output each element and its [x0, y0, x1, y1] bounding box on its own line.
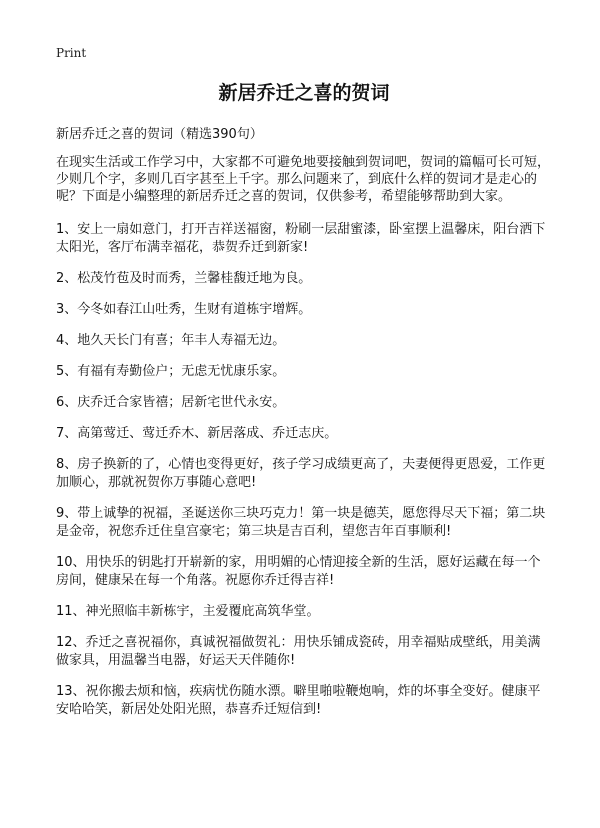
greeting-item: 13、祝你搬去烦和恼，疾病忧伤随水漂。噼里啪啦鞭炮响，炸的坏事全变好。健康平安哈哈笑，新居处处阳光照，恭喜乔迁短信到!	[56, 684, 541, 717]
greeting-item: 3、今冬如春江山吐秀，生财有道栋宇增辉。	[56, 302, 312, 317]
greeting-item: 7、高第莺迁、莺迁乔木、新居落成、乔迁志庆。	[56, 426, 338, 441]
greeting-item: 9、带上诚挚的祝福，圣诞送你三块巧克力！第一块是德芙，愿您得尽天下福；第二块是金帝，祝您乔迁住皇宫豪宅；第三块是吉百利，望您吉年百事顺利!	[56, 506, 546, 539]
article-title: 新居乔迁之喜的贺词	[218, 82, 390, 104]
greeting-item: 5、有福有寿勤俭户；无虑无忧康乐家。	[56, 364, 286, 379]
greeting-item: 6、庆乔迁合家皆禧；居新宅世代永安。	[56, 395, 286, 410]
article-subtitle: 新居乔迁之喜的贺词（精选390句）	[56, 127, 263, 142]
greeting-item: 2、松茂竹苞及时而秀，兰馨桂馥迁地为良。	[56, 271, 312, 286]
greeting-list	[56, 221, 552, 719]
article-intro: 在现实生活或工作学习中，大家都不可避免地要接触到贺词吧，贺词的篇幅可长可短，少则几个字，多则几百字甚至上千字。那么问题来了，到底什么样的贺词才是走心的呢？下面是小编整理的新居乔迁之喜的贺词，仅供参考，希望能够帮助到大家。	[56, 155, 551, 204]
greeting-item: 4、地久天长门有喜；年丰人寿福无边。	[56, 333, 286, 348]
greeting-item: 12、乔迁之喜祝福你，真诚祝福做贺礼：用快乐铺成瓷砖，用幸福贴成壁纸，用美满做家具，用温馨当电器，好运天天伴随你!	[56, 635, 541, 668]
greeting-item: 11、神光照临丰新栋宇，主爱覆庇高筑华堂。	[56, 604, 320, 619]
print-link[interactable]: Print	[56, 46, 87, 60]
greeting-item: 10、用快乐的钥匙打开崭新的家，用明媚的心情迎接全新的生活，愿好运藏在每一个房间，健康呆在每一个角落。祝愿你乔迁得吉祥!	[56, 555, 541, 588]
greeting-item: 8、房子换新的了，心情也变得更好，孩子学习成绩更高了，夫妻便得更恩爱，工作更加顺心，那就祝贺你万事随心意吧!	[56, 457, 546, 490]
greeting-item: 1、安上一扇如意门，打开吉祥送福窗，粉刷一层甜蜜漆，卧室摆上温馨床，阳台洒下太阳光，客厅布满幸福花，恭贺乔迁到新家!	[56, 222, 546, 255]
